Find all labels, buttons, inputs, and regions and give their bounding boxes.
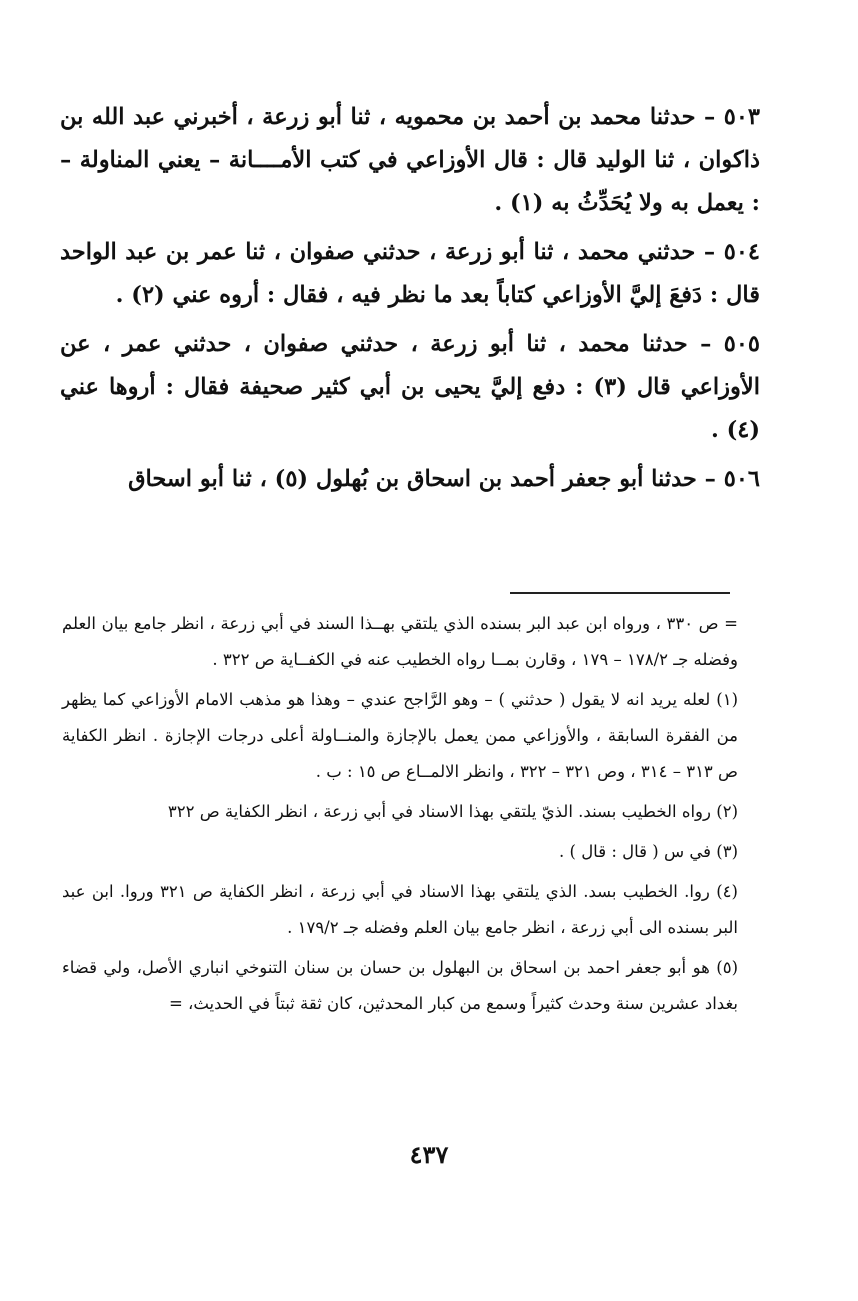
paragraph-504: ٥٠٤ – حدثني محمد ، ثنا أبو زرعة ، حدثني صفوان ، ثنا عمر بن عبد الواحد قال : دَفعَ إليَّ الأوزاعي كتاباً بعد ما نظر فيه ، فقال : أروه عني (٢) .: [60, 239, 760, 308]
footnote-divider: [510, 592, 730, 594]
main-text: [60, 96, 760, 501]
footnote-5: (٥) هو أبو جعفر احمد بن اسحاق بن البهلول بن حسان بن سنان التنوخي انباري الأصل، ولي قضاء بغداد عشرين سنة وحدث كثيراً وسمع من كبار المحدثين، كان ثقة ثبتاً في الحديث، =: [62, 958, 738, 1013]
footnote-continuation: = ص ٣٣٠ ، ورواه ابن عبد البر بسنده الذي يلتقي بهــذا السند في أبي زرعة ، انظر جامع بيان العلم وفضله جـ ١٧٨/٢ – ١٧٩ ، وقارن بمــا رواه الخطيب عنه في الكفــاية ص ٣٢٢ .: [62, 614, 739, 669]
footnote-3: (٣) في س ( قال : قال ) .: [559, 842, 738, 861]
footnote-2: (٢) رواه الخطيب بسند. الذيّ يلتقي بهذا الاسناد في أبي زرعة ، انظر الكفاية ص ٣٢٢: [167, 802, 738, 821]
paragraph-505: ٥٠٥ – حدثنا محمد ، ثنا أبو زرعة ، حدثني صفوان ، حدثني عمر ، عن الأوزاعي قال (٣) : دفع إليَّ يحيى بن أبي كثير صحيفة فقال : أروها عني (٤) .: [60, 331, 760, 443]
page-body: [60, 96, 760, 507]
paragraph-506: ٥٠٦ – حدثنا أبو جعفر أحمد بن اسحاق بن بُهلول (٥) ، ثنا أبو اسحاق: [128, 466, 760, 492]
footnote-1: (١) لعله يريد انه لا يقول ( حدثني ) – وهو الرَّاجح عندي – وهذا هو مذهب الامام الأوزاعي كما يظهر من الفقرة السابقة ، والأوزاعي ممن يعمل بالإجازة والمنــاولة أعلى درجات الإجازة . انظر الكفاية ص ٣١٣ – ٣١٤ ، وص ٣٢١ – ٣٢٢ ، وانظر الالمــاع ص ١٥ : ب .: [62, 690, 738, 781]
footnotes: [62, 606, 738, 1026]
paragraph-503: ٥٠٣ – حدثنا محمد بن أحمد بن محمويه ، ثنا أبو زرعة ، أخبرني عبد الله بن ذاكوان ، ثنا الوليد قال : قال الأوزاعي في كتب الأمــــانة – يعني المناولة – : يعمل به ولا يُحَدِّثُ به (١) .: [60, 104, 760, 216]
page-number: ٤٣٧: [409, 1140, 449, 1169]
footnote-4: (٤) روا. الخطيب بسد. الذي يلتقي بهذا الاسناد في أبي زرعة ، انظر الكفاية ص ٣٢١ وروا. ابن عبد البر بسنده الى أبي زرعة ، انظر جامع بيان العلم وفضله جـ ١٧٩/٢ .: [62, 882, 738, 937]
